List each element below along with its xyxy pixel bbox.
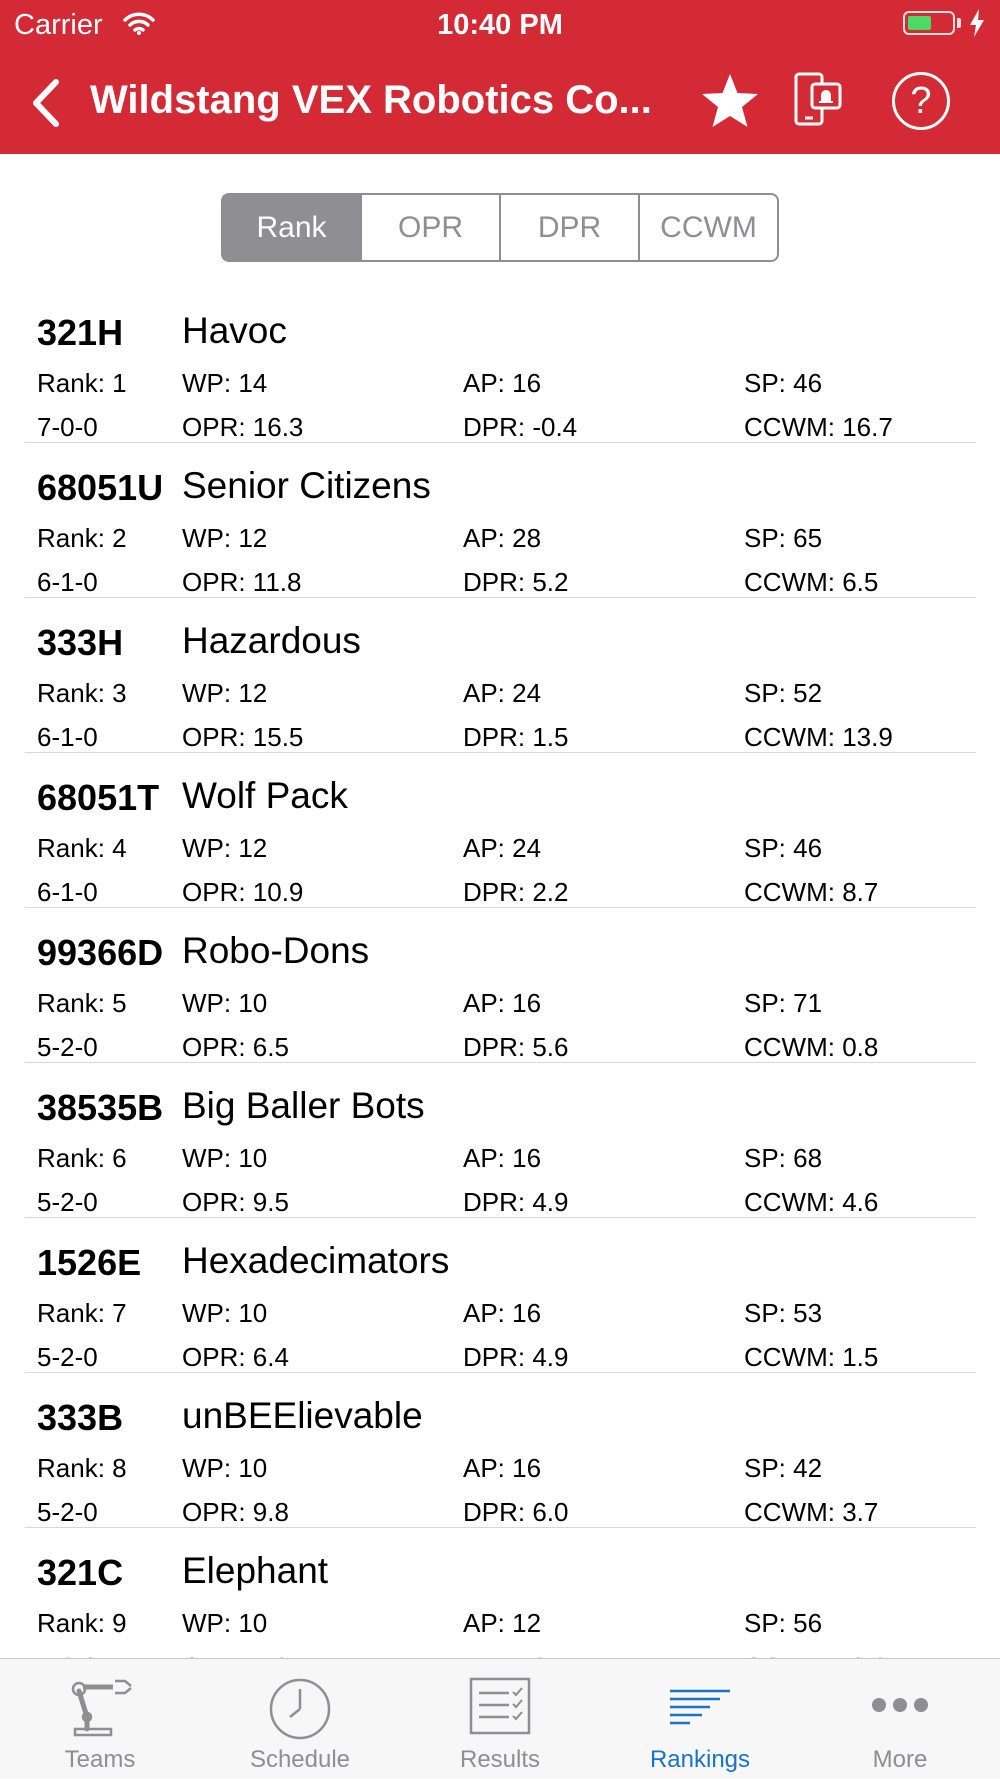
- opr-value: OPR: 11.8: [182, 567, 302, 597]
- sp-value: SP: 46: [744, 368, 823, 398]
- carrier-label: Carrier: [14, 9, 103, 41]
- team-name: Hazardous: [182, 620, 361, 661]
- tab-label: Results: [459, 1746, 541, 1773]
- opr-value: OPR: 16.3: [182, 412, 304, 442]
- rankings-list[interactable]: [0, 288, 1000, 1658]
- dpr-value: DPR: 6.0: [463, 1497, 569, 1527]
- tab-label: Teams: [64, 1746, 136, 1773]
- ap-value: AP: 24: [463, 833, 542, 863]
- dpr-value: DPR: 2.2: [463, 877, 569, 907]
- record-value: 5-2-0: [37, 1497, 98, 1527]
- team-name: Havoc: [182, 310, 287, 351]
- wp-value: WP: 14: [182, 368, 268, 398]
- charging-bolt-icon: [968, 8, 986, 38]
- page-title: Wildstang VEX Robotics Co...: [90, 78, 652, 122]
- wp-value: WP: 12: [182, 833, 268, 863]
- ranking-row[interactable]: [25, 1373, 976, 1528]
- battery-cap: [957, 18, 961, 28]
- record-value: 5-2-0: [37, 1032, 98, 1062]
- top-bar: [0, 0, 1000, 154]
- ranking-row[interactable]: [25, 1218, 976, 1373]
- ap-value: AP: 16: [463, 988, 542, 1018]
- wp-value: WP: 12: [182, 678, 268, 708]
- team-name: Elephant: [182, 1550, 329, 1591]
- battery-icon: [903, 11, 955, 35]
- team-number: 321H: [37, 312, 124, 353]
- wp-value: WP: 10: [182, 1608, 268, 1638]
- ccwm-value: CCWM: 4.6: [744, 1187, 879, 1217]
- ranking-row[interactable]: [25, 1063, 976, 1218]
- dpr-value: DPR: 1.5: [463, 722, 569, 752]
- tab-teams[interactable]: [0, 1659, 200, 1779]
- back-chevron-icon[interactable]: [28, 78, 62, 128]
- ap-value: AP: 16: [463, 368, 542, 398]
- dpr-value: DPR: 4.9: [463, 1342, 569, 1372]
- team-name: Big Baller Bots: [182, 1085, 425, 1126]
- rankings-bars-icon: [668, 1687, 732, 1727]
- help-icon[interactable]: ?: [892, 72, 950, 130]
- dpr-value: DPR: 5.6: [463, 1032, 569, 1062]
- ccwm-value: CCWM: 16.7: [744, 412, 893, 442]
- sp-value: SP: 56: [744, 1608, 823, 1638]
- record-value: 7-0-0: [37, 412, 98, 442]
- tab-label: More: [872, 1746, 928, 1773]
- ranking-row[interactable]: [25, 908, 976, 1063]
- record-value: 6-1-0: [37, 722, 98, 752]
- ccwm-value: CCWM: 13.9: [744, 722, 893, 752]
- rank-value: Rank: 5: [37, 988, 127, 1018]
- status-bar: [0, 0, 1000, 50]
- team-number: 321C: [37, 1552, 124, 1593]
- ccwm-value: CCWM: 0.8: [744, 1032, 879, 1062]
- rank-value: Rank: 8: [37, 1453, 127, 1483]
- team-number: 99366D: [37, 932, 164, 973]
- segment-opr[interactable]: OPR: [362, 195, 501, 260]
- ccwm-value: CCWM: 3.7: [744, 1497, 879, 1527]
- segment-rank[interactable]: Rank: [223, 195, 362, 260]
- opr-value: OPR: 6.5: [182, 1032, 289, 1062]
- tab-more[interactable]: [800, 1659, 1000, 1779]
- ranking-row[interactable]: [25, 598, 976, 753]
- rank-value: Rank: 6: [37, 1143, 127, 1173]
- team-number: 333H: [37, 622, 124, 663]
- status-time: 10:40 PM: [437, 9, 563, 41]
- segment-dpr[interactable]: DPR: [501, 195, 640, 260]
- rank-value: Rank: 2: [37, 523, 127, 553]
- record-value: 5-2-0: [37, 1187, 98, 1217]
- team-name: Hexadecimators: [182, 1240, 450, 1281]
- wp-value: WP: 10: [182, 1298, 268, 1328]
- team-number: 68051U: [37, 467, 164, 508]
- checklist-icon: [469, 1677, 531, 1735]
- star-icon[interactable]: [700, 72, 760, 130]
- navigation-bar: [0, 50, 1000, 154]
- robot-arm-icon: [65, 1677, 135, 1739]
- ranking-row[interactable]: [25, 753, 976, 908]
- dpr-value: DPR: 4.9: [463, 1187, 569, 1217]
- team-number: 68051T: [37, 777, 160, 818]
- more-dots-icon: [870, 1695, 930, 1715]
- rank-value: Rank: 1: [37, 368, 127, 398]
- team-name: Wolf Pack: [182, 775, 348, 816]
- sp-value: SP: 71: [744, 988, 823, 1018]
- tab-bar: [0, 1658, 1000, 1778]
- ap-value: AP: 12: [463, 1608, 542, 1638]
- team-number: 333B: [37, 1397, 124, 1438]
- clock-icon: [268, 1677, 332, 1741]
- ccwm-value: CCWM: 8.7: [744, 877, 879, 907]
- team-number: 38535B: [37, 1087, 164, 1128]
- wp-value: WP: 10: [182, 1143, 268, 1173]
- record-value: 6-1-0: [37, 567, 98, 597]
- team-name: Senior Citizens: [182, 465, 431, 506]
- opr-value: OPR: 15.5: [182, 722, 304, 752]
- dpr-value: DPR: 5.2: [463, 567, 569, 597]
- ap-value: AP: 24: [463, 678, 542, 708]
- tab-label: Schedule: [249, 1746, 351, 1773]
- rank-value: Rank: 7: [37, 1298, 127, 1328]
- sp-value: SP: 42: [744, 1453, 823, 1483]
- segment-ccwm[interactable]: CCWM: [660, 210, 757, 244]
- device-alert-icon[interactable]: [790, 70, 846, 132]
- wp-value: WP: 12: [182, 523, 268, 553]
- rank-value: Rank: 3: [37, 678, 127, 708]
- record-value: 5-2-0: [37, 1342, 98, 1372]
- sp-value: SP: 53: [744, 1298, 823, 1328]
- tab-label: Rankings: [649, 1746, 751, 1773]
- team-name: unBEElievable: [182, 1395, 423, 1436]
- team-number: 1526E: [37, 1242, 142, 1283]
- ranking-row[interactable]: [25, 288, 976, 443]
- ap-value: AP: 16: [463, 1453, 542, 1483]
- wp-value: WP: 10: [182, 988, 268, 1018]
- sp-value: SP: 68: [744, 1143, 823, 1173]
- rank-value: Rank: 4: [37, 833, 127, 863]
- ap-value: AP: 28: [463, 523, 542, 553]
- tab-schedule[interactable]: [200, 1659, 400, 1779]
- ccwm-value: CCWM: 1.5: [744, 1342, 879, 1372]
- opr-value: OPR: 6.4: [182, 1342, 289, 1372]
- ranking-row[interactable]: [25, 443, 976, 598]
- dpr-value: DPR: -0.4: [463, 412, 578, 442]
- ap-value: AP: 16: [463, 1143, 542, 1173]
- tab-results[interactable]: [400, 1659, 600, 1779]
- opr-value: OPR: 10.9: [182, 877, 304, 907]
- record-value: 6-1-0: [37, 877, 98, 907]
- opr-value: OPR: 9.8: [182, 1497, 289, 1527]
- sp-value: SP: 46: [744, 833, 823, 863]
- sp-value: SP: 65: [744, 523, 823, 553]
- sp-value: SP: 52: [744, 678, 823, 708]
- ap-value: AP: 16: [463, 1298, 542, 1328]
- opr-value: OPR: 9.5: [182, 1187, 289, 1217]
- stat-segmented-control: [221, 193, 779, 262]
- wp-value: WP: 10: [182, 1453, 268, 1483]
- rank-value: Rank: 9: [37, 1608, 127, 1638]
- tab-rankings[interactable]: [600, 1659, 800, 1779]
- team-name: Robo-Dons: [182, 930, 370, 971]
- ccwm-value: CCWM: 6.5: [744, 567, 879, 597]
